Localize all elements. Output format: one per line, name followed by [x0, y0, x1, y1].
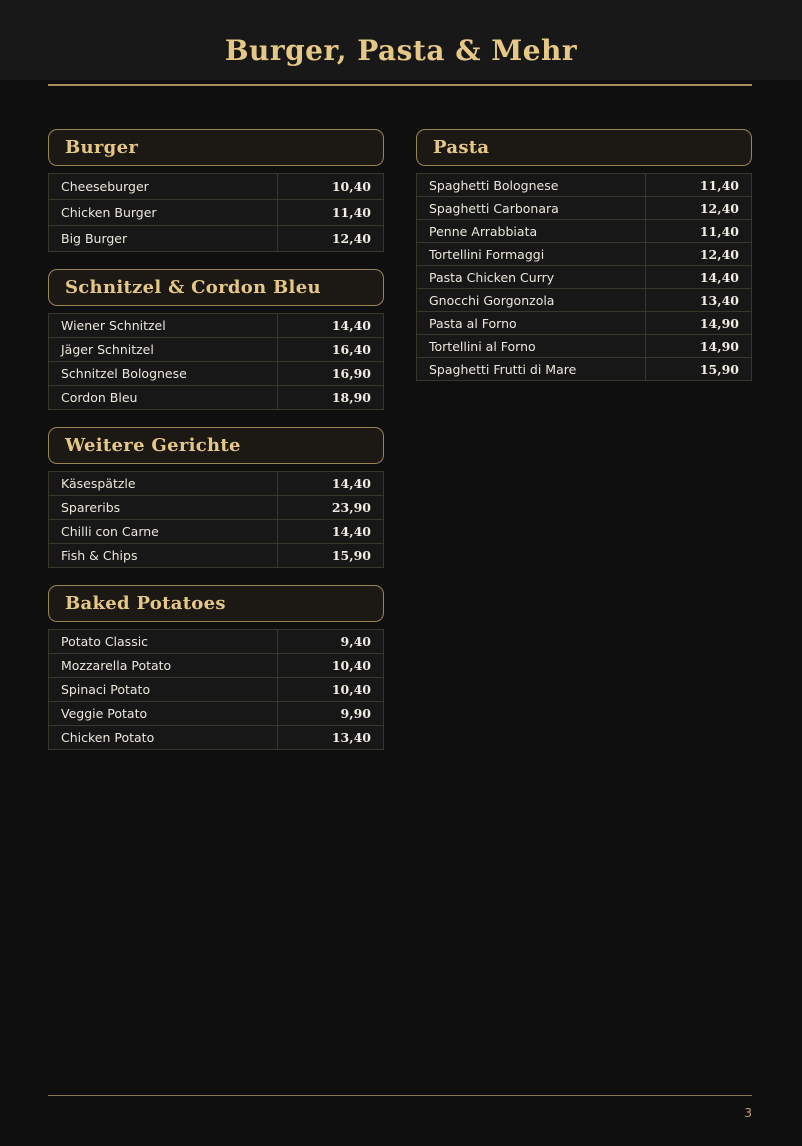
menu-item-price: 14,40 — [278, 520, 384, 544]
page-title: Burger, Pasta & Mehr — [224, 34, 578, 67]
left-column — [48, 129, 384, 767]
menu-item-name: Big Burger — [49, 226, 278, 252]
menu-item-price: 14,90 — [646, 312, 752, 335]
menu-item-name: Cheeseburger — [49, 174, 278, 200]
menu-item-price: 14,40 — [278, 472, 384, 496]
section-weitere-gerichte — [48, 427, 384, 568]
menu-item-price: 13,40 — [646, 289, 752, 312]
menu-item-price: 10,40 — [278, 654, 384, 678]
menu-item-row — [49, 338, 384, 362]
menu-table — [48, 173, 384, 252]
menu-item-row — [417, 197, 752, 220]
menu-item-row — [49, 630, 384, 654]
section-title: Baked Potatoes — [48, 585, 384, 622]
section-burger — [48, 129, 384, 252]
menu-item-price: 11,40 — [646, 174, 752, 197]
menu-item-row — [49, 174, 384, 200]
menu-table — [48, 471, 384, 568]
section-title: Schnitzel & Cordon Bleu — [48, 269, 384, 306]
menu-item-name: Spaghetti Bolognese — [417, 174, 646, 197]
menu-item-name: Pasta Chicken Curry — [417, 266, 646, 289]
menu-item-name: Schnitzel Bolognese — [49, 362, 278, 386]
menu-item-price: 14,90 — [646, 335, 752, 358]
menu-item-price: 12,40 — [278, 226, 384, 252]
menu-item-row — [417, 335, 752, 358]
menu-item-row — [49, 678, 384, 702]
menu-item-row — [417, 243, 752, 266]
menu-item-row — [49, 702, 384, 726]
menu-item-name: Chicken Potato — [49, 726, 278, 750]
menu-item-row — [49, 200, 384, 226]
menu-item-row — [417, 289, 752, 312]
menu-item-row — [49, 726, 384, 750]
menu-item-name: Spareribs — [49, 496, 278, 520]
menu-item-price: 18,90 — [278, 386, 384, 410]
page-number: 3 — [744, 1106, 752, 1120]
menu-item-name: Chilli con Carne — [49, 520, 278, 544]
menu-item-price: 11,40 — [646, 220, 752, 243]
section-title: Pasta — [416, 129, 752, 166]
footer-divider — [48, 1095, 752, 1096]
menu-item-price: 16,90 — [278, 362, 384, 386]
menu-item-name: Chicken Burger — [49, 200, 278, 226]
menu-item-name: Penne Arrabbiata — [417, 220, 646, 243]
menu-item-price: 12,40 — [646, 243, 752, 266]
title-divider — [48, 84, 752, 86]
menu-item-name: Tortellini al Forno — [417, 335, 646, 358]
section-title: Burger — [48, 129, 384, 166]
menu-item-row — [49, 226, 384, 252]
menu-item-row — [417, 174, 752, 197]
menu-item-name: Jäger Schnitzel — [49, 338, 278, 362]
menu-item-name: Cordon Bleu — [49, 386, 278, 410]
menu-item-price: 9,40 — [278, 630, 384, 654]
menu-item-price: 13,40 — [278, 726, 384, 750]
menu-item-price: 9,90 — [278, 702, 384, 726]
menu-table — [416, 173, 752, 381]
section-baked-potatoes — [48, 585, 384, 750]
menu-item-row — [49, 520, 384, 544]
menu-item-row — [49, 654, 384, 678]
menu-item-name: Potato Classic — [49, 630, 278, 654]
menu-item-row — [49, 496, 384, 520]
menu-item-price: 14,40 — [646, 266, 752, 289]
menu-item-price: 10,40 — [278, 174, 384, 200]
menu-item-price: 11,40 — [278, 200, 384, 226]
menu-item-row — [49, 386, 384, 410]
menu-item-name: Pasta al Forno — [417, 312, 646, 335]
menu-table — [48, 313, 384, 410]
menu-item-row — [417, 312, 752, 335]
menu-item-row — [417, 266, 752, 289]
menu-item-name: Veggie Potato — [49, 702, 278, 726]
menu-item-price: 15,90 — [278, 544, 384, 568]
menu-item-price: 23,90 — [278, 496, 384, 520]
section-schnitzel — [48, 269, 384, 410]
menu-item-row — [49, 544, 384, 568]
right-column — [416, 129, 752, 398]
menu-item-price: 16,40 — [278, 338, 384, 362]
menu-item-row — [49, 362, 384, 386]
menu-item-price: 12,40 — [646, 197, 752, 220]
menu-item-name: Tortellini Formaggi — [417, 243, 646, 266]
menu-item-row — [49, 472, 384, 496]
menu-item-name: Käsespätzle — [49, 472, 278, 496]
menu-item-price: 10,40 — [278, 678, 384, 702]
menu-item-name: Wiener Schnitzel — [49, 314, 278, 338]
menu-item-row — [417, 358, 752, 381]
section-title: Weitere Gerichte — [48, 427, 384, 464]
menu-item-name: Mozzarella Potato — [49, 654, 278, 678]
menu-table — [48, 629, 384, 750]
menu-item-name: Fish & Chips — [49, 544, 278, 568]
menu-item-row — [417, 220, 752, 243]
menu-item-price: 14,40 — [278, 314, 384, 338]
menu-item-price: 15,90 — [646, 358, 752, 381]
section-pasta — [416, 129, 752, 381]
menu-item-name: Spaghetti Carbonara — [417, 197, 646, 220]
menu-item-name: Spinaci Potato — [49, 678, 278, 702]
menu-item-name: Gnocchi Gorgonzola — [417, 289, 646, 312]
menu-item-name: Spaghetti Frutti di Mare — [417, 358, 646, 381]
menu-item-row — [49, 314, 384, 338]
